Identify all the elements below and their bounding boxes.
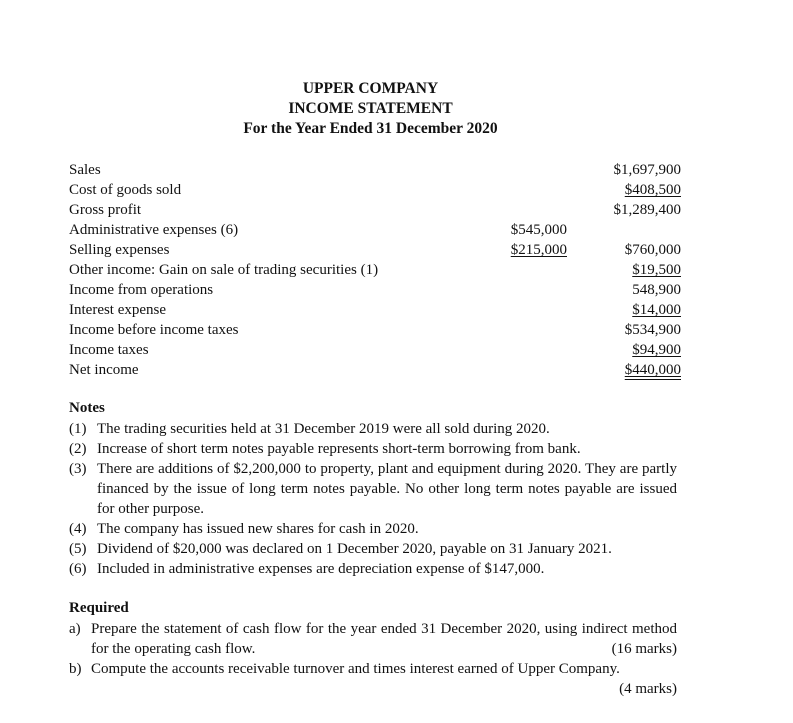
statement-row-net-income xyxy=(69,360,681,380)
statement-row-cogs xyxy=(69,180,681,200)
row-amount: $19,500 xyxy=(632,262,681,278)
statement-row-income-from-operations xyxy=(69,280,681,300)
required-text: Compute the accounts receivable turnover and times interest earned of Upper Company. xyxy=(91,661,620,677)
note-text: Included in administrative expenses are depreciation expense of $147,000. xyxy=(97,561,545,577)
required-text: Prepare the statement of cash flow for the year ended 31 December 2020, using indirect method for the operating cash flow. xyxy=(91,621,677,657)
row-label: Sales xyxy=(69,162,101,178)
note-text: Dividend of $20,000 was declared on 1 December 2020, payable on 31 January 2021. xyxy=(97,541,612,557)
statement-row-sales xyxy=(69,160,681,180)
statement-row-admin-expenses xyxy=(69,220,681,240)
row-amount: 548,900 xyxy=(632,282,681,298)
row-amount: $14,000 xyxy=(632,302,681,318)
note-text: Increase of short term notes payable represents short-term borrowing from bank. xyxy=(97,441,581,457)
statement-row-gross-profit xyxy=(69,200,681,220)
row-amount: $408,500 xyxy=(624,182,681,198)
statement-title: INCOME STATEMENT xyxy=(288,100,453,117)
note-item xyxy=(69,420,677,440)
note-number: (2) xyxy=(69,441,87,457)
note-number: (1) xyxy=(69,421,87,437)
row-amount: $440,000 xyxy=(624,362,681,378)
row-amount: $534,900 xyxy=(624,322,681,338)
row-label: Gross profit xyxy=(69,202,142,218)
statement-row-income-before-taxes xyxy=(69,320,681,340)
row-label: Selling expenses xyxy=(69,242,170,258)
row-label: Interest expense xyxy=(69,302,167,318)
notes-heading: Notes xyxy=(69,400,105,416)
required-marks: (4 marks) xyxy=(619,680,677,697)
statement-row-interest-expense xyxy=(69,300,681,320)
note-item xyxy=(69,460,677,519)
note-text: The trading securities held at 31 December 2019 were all sold during 2020. xyxy=(97,421,550,437)
row-label: Other income: Gain on sale of trading securities (1) xyxy=(69,262,379,278)
row-amount: $760,000 xyxy=(624,242,681,258)
row-label: Cost of goods sold xyxy=(69,182,182,198)
required-heading: Required xyxy=(69,600,129,616)
note-text: There are additions of $2,200,000 to property, plant and equipment during 2020. They are partly financed by the issue of long term notes payable. No other long term notes payable are issued for other purpose. xyxy=(97,461,677,517)
note-number: (5) xyxy=(69,541,87,557)
statement-row-selling-expenses xyxy=(69,240,681,260)
note-number: (6) xyxy=(69,561,87,577)
statement-row-income-taxes xyxy=(69,340,681,360)
row-amount: $1,289,400 xyxy=(613,202,681,218)
row-label: Income from operations xyxy=(69,282,214,298)
row-label: Administrative expenses (6) xyxy=(69,222,239,238)
note-number: (4) xyxy=(69,521,87,537)
row-label: Income before income taxes xyxy=(69,322,239,338)
note-text: The company has issued new shares for cash in 2020. xyxy=(97,521,419,537)
row-label: Net income xyxy=(69,362,139,378)
note-item xyxy=(69,440,677,460)
row-subamount: $215,000 xyxy=(510,242,567,258)
required-letter: a) xyxy=(69,621,81,637)
statement-row-other-income xyxy=(69,260,681,280)
company-name: UPPER COMPANY xyxy=(302,80,439,97)
row-label: Income taxes xyxy=(69,342,149,358)
row-amount: $94,900 xyxy=(632,342,681,358)
note-item xyxy=(69,560,677,580)
note-item xyxy=(69,540,677,560)
required-item xyxy=(69,620,677,660)
row-subamount: $545,000 xyxy=(510,222,567,238)
required-item xyxy=(69,660,677,697)
required-letter: b) xyxy=(69,661,82,677)
statement-period: For the Year Ended 31 December 2020 xyxy=(243,120,498,137)
required-marks: (16 marks) xyxy=(611,640,677,657)
note-item xyxy=(69,520,677,540)
row-amount: $1,697,900 xyxy=(613,162,681,178)
note-number: (3) xyxy=(69,461,87,477)
